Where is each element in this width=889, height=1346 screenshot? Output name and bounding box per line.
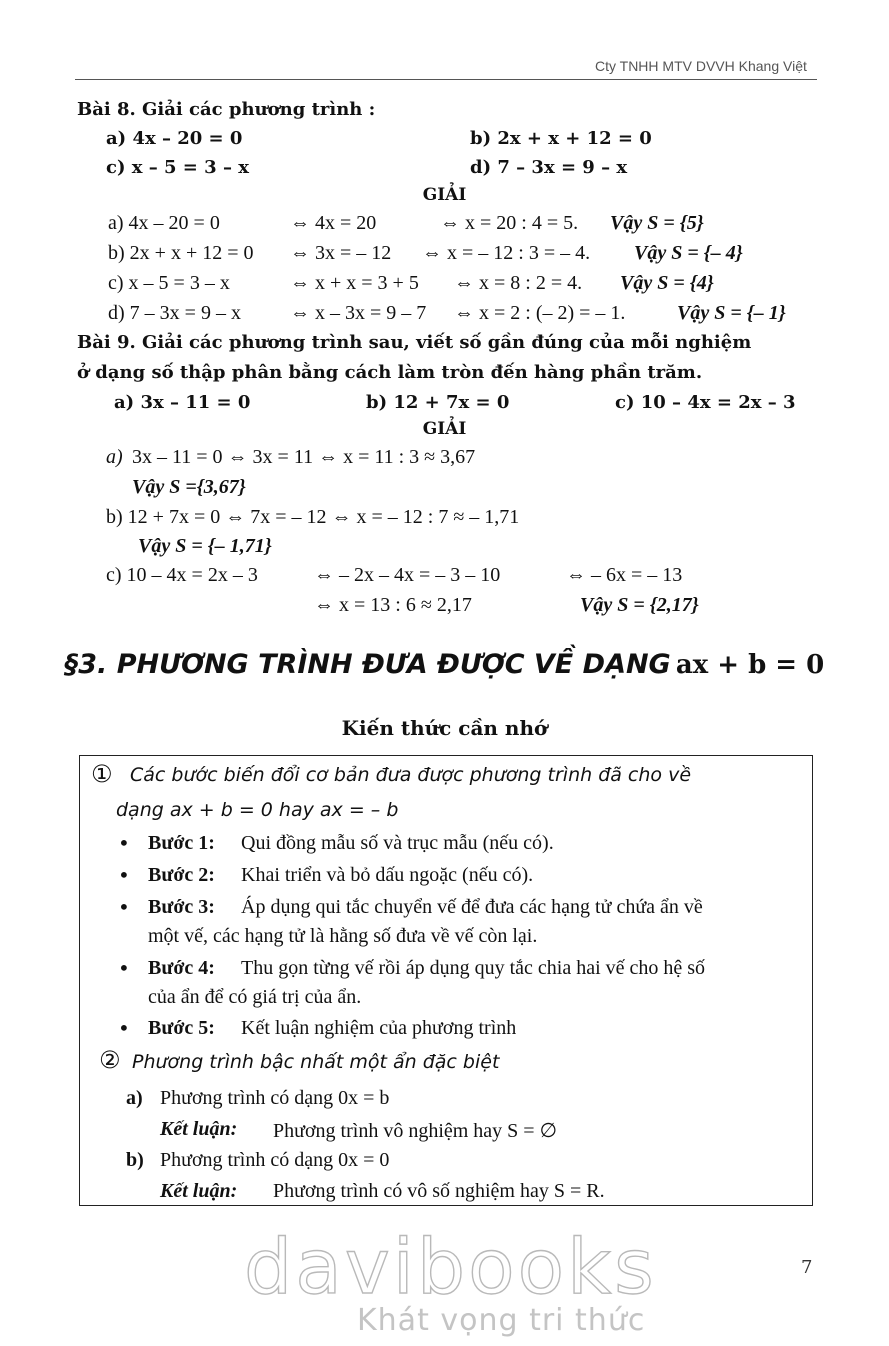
step3-text: Áp dụng qui tắc chuyển vế để đưa các hạng tử chứa ẩn về — [241, 896, 703, 918]
bai8-sol-c-1: c) x – 5 = 3 – x — [108, 272, 230, 294]
bai8-title: Bài 8. Giải các phương trình : — [77, 99, 376, 120]
step2-label: Bước 2: — [148, 864, 215, 886]
bullet-icon: • — [118, 895, 130, 919]
davibooks-watermark: davibooks — [244, 1222, 657, 1311]
bai8-sol-d-3: ⇔ x = 2 : (– 2) = – 1. — [454, 302, 626, 324]
step4-text: Thu gọn từng vế rồi áp dụng quy tắc chia hai vế cho hệ số — [241, 957, 706, 979]
bai9-sol-b-vay: Vậy S = {– 1,71} — [138, 535, 272, 557]
bai8-sol-b-1: b) 2x + x + 12 = 0 — [108, 242, 254, 264]
bai9-sol-c-vay: Vậy S = {2,17} — [580, 594, 699, 616]
bai8-sol-b-4: Vậy S = {– 4} — [634, 242, 743, 264]
box-heading1-line1: Các bước biến đổi cơ bản đưa được phương trình đã cho về — [130, 764, 692, 786]
bai8-a: a) 4x – 20 = 0 — [106, 128, 243, 149]
bai8-sol-d-4: Vậy S = {– 1} — [677, 302, 786, 324]
bullet-icon: • — [118, 863, 130, 887]
step3-text-cont: một vế, các hạng tử là hằng số đưa về vế còn lại. — [148, 925, 538, 947]
step5-text: Kết luận nghiệm của phương trình — [241, 1017, 517, 1039]
watermark-slogan: Khát vọng tri thức — [357, 1303, 646, 1338]
bai8-sol-d-2: ⇔ x – 3x = 9 – 7 — [290, 302, 427, 324]
bai8-sol-c-2: ⇔ x + x = 3 + 5 — [290, 272, 419, 294]
bai9-sol-a: 3x – 11 = 0 ⇔ 3x = 11 ⇔ x = 11 : 3 ≈ 3,67 — [132, 446, 476, 468]
bai8-sol-b-3: ⇔ x = – 12 : 3 = – 4. — [422, 242, 591, 264]
bai8-b: b) 2x + x + 12 = 0 — [470, 128, 652, 149]
bai8-c: c) x – 5 = 3 – x — [106, 157, 249, 178]
page-number: 7 — [801, 1257, 813, 1278]
bai8-sol-a-2: ⇔ 4x = 20 — [290, 212, 377, 234]
bai9-giai-heading: GIẢI — [422, 419, 467, 439]
case-a-conclusion-label: Kết luận: — [160, 1118, 238, 1140]
step1-text: Qui đồng mẫu số và trục mẫu (nếu có). — [241, 832, 554, 854]
bai8-sol-a-3: ⇔ x = 20 : 4 = 5. — [440, 212, 579, 234]
bai9-sol-c-1: c) 10 – 4x = 2x – 3 — [106, 564, 258, 586]
case-a-label: a) — [126, 1087, 143, 1109]
bullet-icon: • — [118, 831, 130, 855]
step5-label: Bước 5: — [148, 1017, 215, 1039]
case-b-conclusion: Phương trình có vô số nghiệm hay S = R. — [273, 1180, 605, 1202]
bai8-sol-c-4: Vậy S = {4} — [620, 272, 714, 294]
bai9-sol-a-vay: Vậy S ={3,67} — [132, 476, 246, 498]
bai8-sol-a-4: Vậy S = {5} — [610, 212, 704, 234]
bai9-title-line1: Bài 9. Giải các phương trình sau, viết số gần đúng của mỗi nghiệm — [77, 332, 752, 353]
bai8-sol-b-2: ⇔ 3x = – 12 — [290, 242, 392, 264]
bai9-sol-b: b) 12 + 7x = 0 ⇔ 7x = – 12 ⇔ x = – 12 : 7 ≈ – 1,71 — [106, 506, 520, 528]
circled-two-icon: ② — [99, 1046, 121, 1074]
bai9-b: b) 12 + 7x = 0 — [366, 392, 510, 413]
step2-text: Khai triển và bỏ dấu ngoặc (nếu có). — [241, 864, 534, 886]
bullet-icon: • — [118, 1016, 130, 1040]
section-heading — [0, 649, 889, 680]
case-a-conclusion: Phương trình vô nghiệm hay S = ∅ — [273, 1120, 558, 1142]
step4-label: Bước 4: — [148, 957, 215, 979]
publisher-header: Cty TNHH MTV DVVH Khang Việt — [595, 58, 807, 74]
case-a-text: Phương trình có dạng 0x = b — [160, 1087, 390, 1109]
bai9-title-line2: ở dạng số thập phân bằng cách làm tròn đến hàng phần trăm. — [77, 362, 703, 383]
step3-label: Bước 3: — [148, 896, 215, 918]
header-rule — [75, 79, 817, 80]
bai8-sol-c-3: ⇔ x = 8 : 2 = 4. — [454, 272, 583, 294]
case-b-conclusion-label: Kết luận: — [160, 1180, 238, 1202]
section-subtitle: Kiến thức cần nhớ — [341, 716, 548, 740]
box-heading1-line2: dạng ax + b = 0 hay ax = – b — [116, 799, 399, 821]
bai9-sol-c-4: ⇔ x = 13 : 6 ≈ 2,17 — [314, 594, 472, 616]
bai9-a: a) 3x – 11 = 0 — [114, 392, 251, 413]
bai9-sol-c-3: ⇔ – 6x = – 13 — [566, 564, 683, 586]
case-b-label: b) — [126, 1149, 144, 1171]
circled-one-icon: ① — [91, 760, 113, 788]
section-title: §3. PHƯƠNG TRÌNH ĐƯA ĐƯỢC VỀ DẠNG — [64, 649, 671, 680]
bai8-giai-heading: GIẢI — [422, 185, 467, 205]
step1-label: Bước 1: — [148, 832, 215, 854]
bullet-icon: • — [118, 956, 130, 980]
bai8-d: d) 7 – 3x = 9 – x — [470, 157, 628, 178]
bai9-sol-c-2: ⇔ – 2x – 4x = – 3 – 10 — [314, 564, 501, 586]
step4-text-cont: của ẩn để có giá trị của ẩn. — [148, 986, 362, 1008]
bai8-sol-d-1: d) 7 – 3x = 9 – x — [108, 302, 241, 324]
case-b-text: Phương trình có dạng 0x = 0 — [160, 1149, 390, 1171]
section-formula: ax + b = 0 — [675, 650, 825, 680]
bai8-sol-a-1: a) 4x – 20 = 0 — [108, 212, 220, 234]
bai9-sol-a-label: a) — [106, 446, 123, 468]
box-heading2: Phương trình bậc nhất một ẩn đặc biệt — [132, 1051, 500, 1073]
bai9-c: c) 10 – 4x = 2x – 3 — [615, 392, 796, 413]
